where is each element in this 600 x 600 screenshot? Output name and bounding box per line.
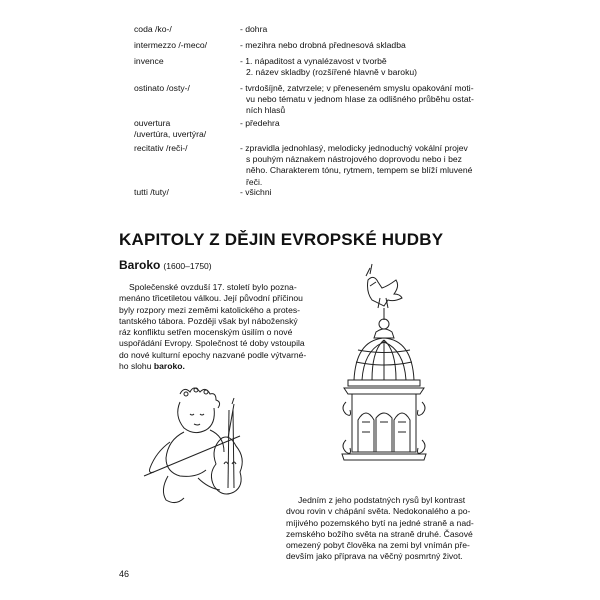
section-name: Baroko <box>119 258 161 272</box>
cherub-illustration <box>140 380 270 530</box>
glossary-term: ouvertura /uvertúra, uvertýra/ <box>134 118 207 140</box>
second-paragraph: Jedním z jeho podstatných rysů byl kontrast dvou rovin v chápání světa. Nedokonalého a po- míjivého pozemského bytí na jedné straně a nad- zemského božího světa na straně druhé. Časové omezený pobyt člověka na zemi byl vnímán pře- devším jako příprava na věčný posmrtný život. <box>286 495 474 562</box>
glossary-term: intermezzo /-meco/ <box>134 40 208 50</box>
section-heading <box>119 258 212 272</box>
glossary-term: tutti /tuty/ <box>134 187 169 197</box>
glossary-term: coda /ko-/ <box>134 24 172 34</box>
glossary-definition: - zpravidla jednohlasý, melodicky jednoduchý vokální projev s pouhým náznakem nástrojového doprovodu nebo i bez něho. Charakterem tónu, rytmem, tempem se blíží mluvené řeči. <box>240 143 473 187</box>
cupola-illustration <box>336 262 456 472</box>
glossary-definition: - 1. nápaditost a vynalézavost v tvorbě 2. název skladby (rozšířené hlavně v baroku) <box>240 56 418 78</box>
chapter-title: KAPITOLY Z DĚJIN EVROPSKÉ HUDBY <box>119 230 444 249</box>
glossary-definition: - mezihra nebo drobná přednesová skladba <box>240 40 406 50</box>
glossary-definition: - dohra <box>240 24 268 34</box>
glossary-term: recitativ /reči-/ <box>134 143 188 153</box>
page-number: 46 <box>119 569 130 579</box>
glossary-definition: - předehra <box>240 118 280 128</box>
glossary-term: ostinato /osty-/ <box>134 83 190 93</box>
glossary-definition: - tvrdošíjně, zatvrzele; v přeneseném smyslu opakování moti- vu nebo tématu v jednom hlase za odlišného průběhu ostat- ních hlasů <box>240 83 474 116</box>
glossary-definition: - všichni <box>240 187 272 197</box>
bold-term: baroko. <box>153 361 185 372</box>
section-years: (1600–1750) <box>163 261 212 271</box>
intro-paragraph: Společenské ovzduší 17. století bylo pozna- menáno třicetiletou válkou. Její původní příčinou byly rozpory mezi zeměmi katolického a protes- tantského tábora. Později však byl náboženský ráz konfliktu setřen mocenským úsilím o nové uspořádání Evropy. Společnost té doby vstoupila do nové kulturní epochy nazvané podle výtvarné- ho slohu baroko. <box>119 282 307 372</box>
glossary-term: invence <box>134 56 164 66</box>
